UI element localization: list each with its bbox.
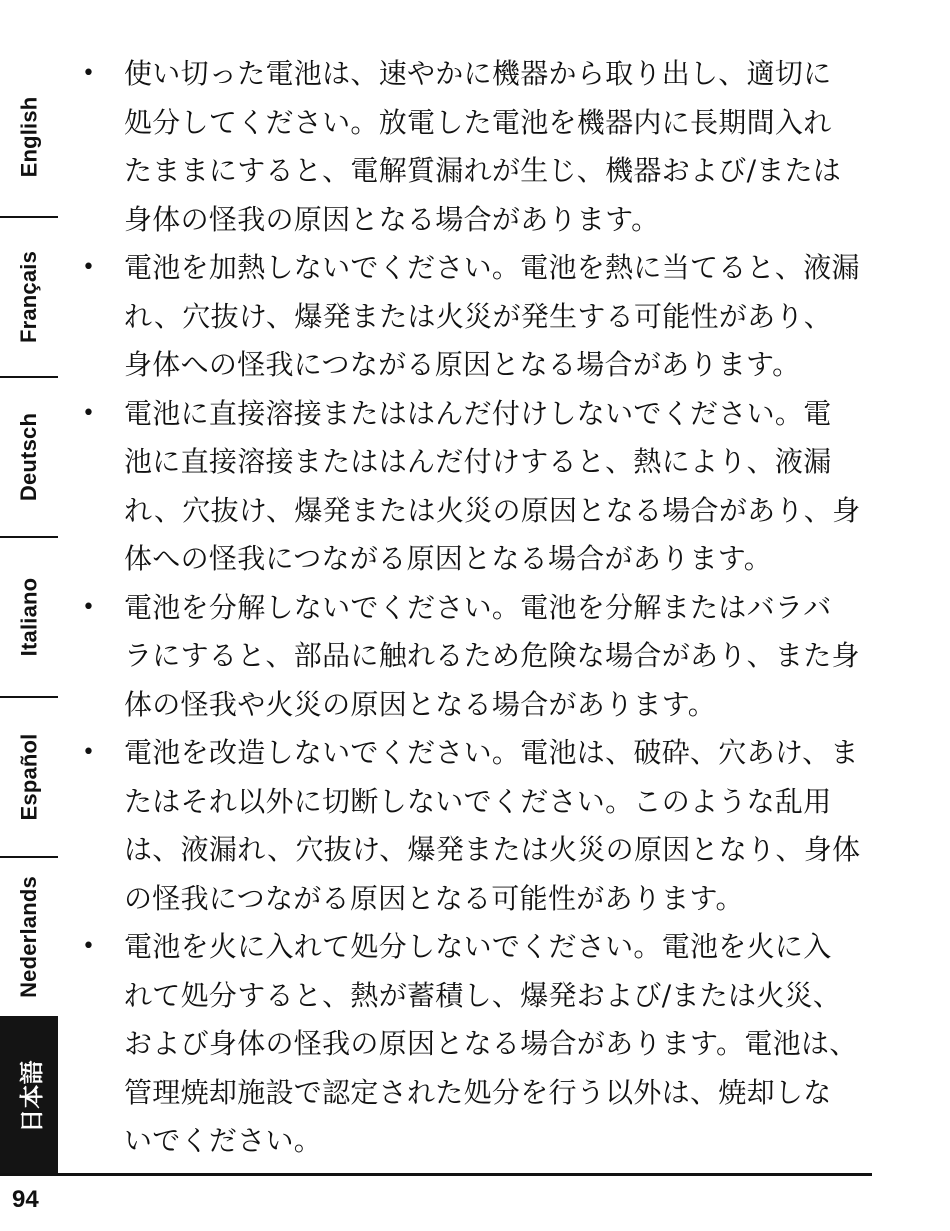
list-item-text: 電池を火に入れて処分しないでください。電池を火に入 れて処分すると、熱が蓄積し、爆発および/または火災、 および身体の怪我の原因となる場合があります。電池は、 管理焼却施設で認定された処分を行う以外は、焼却しな いでください。	[124, 930, 858, 1157]
tab-nederlands[interactable]	[0, 858, 58, 1016]
bullet-icon: •	[82, 255, 96, 280]
bullet-icon: •	[82, 934, 96, 959]
list-item	[80, 923, 870, 1166]
list-item	[80, 50, 870, 244]
tab-italiano-label: Italiano	[16, 577, 41, 657]
tab-francais[interactable]	[0, 218, 58, 376]
page-number: 94	[12, 1186, 39, 1213]
tab-japanese-label: 日本語	[18, 1059, 46, 1133]
list-item-text: 電池を分解しないでください。電池を分解またはバラバ ラにすると、部品に触れるため危険な場合があり、また身 体の怪我や火災の原因となる場合があります。	[124, 590, 860, 721]
list-item-text: 電池を加熱しないでください。電池を熱に当てると、液漏 れ、穴抜け、爆発または火災が発生する可能性があり、 身体への怪我につながる原因となる場合があります。	[124, 251, 860, 381]
tab-deutsch[interactable]	[0, 378, 58, 536]
tab-nederlands-label: Nederlands	[16, 876, 42, 998]
page-content	[80, 50, 870, 1166]
list-item-text: 使い切った電池は、速やかに機器から取り出し、適切に 処分してください。放電した電池を機器内に長期間入れ たままにすると、電解質漏れが生じ、機器および/または 身体の怪我の原因となる場合があります。	[124, 57, 842, 236]
bullet-icon: •	[82, 61, 96, 86]
footer-rule	[0, 1173, 872, 1176]
list-item	[80, 729, 870, 923]
battery-safety-list	[80, 50, 870, 1166]
tab-espanol-label: Español	[16, 733, 42, 821]
tab-italiano[interactable]	[0, 538, 58, 696]
tab-english-label: English	[16, 96, 42, 178]
tab-english[interactable]	[0, 58, 58, 216]
tab-espanol[interactable]	[0, 698, 58, 856]
list-item	[80, 584, 870, 730]
list-item-text: 電池に直接溶接またははんだ付けしないでください。電 池に直接溶接またははんだ付けすると、熱により、液漏 れ、穴抜け、爆発または火災の原因となる場合があり、身 体への怪我につながる原因となる場合があります。	[124, 396, 861, 575]
list-item	[80, 244, 870, 390]
language-tab-strip	[0, 58, 58, 1176]
list-item-text: 電池を改造しないでください。電池は、破砕、穴あけ、ま たはそれ以外に切断しないでください。このような乱用 は、液漏れ、穴抜け、爆発または火災の原因となり、身体 の怪我につながる原因となる可能性があります。	[124, 736, 861, 915]
bullet-icon: •	[82, 740, 96, 765]
list-item	[80, 390, 870, 584]
bullet-icon: •	[82, 594, 96, 620]
tab-francais-label: Français	[16, 250, 41, 344]
tab-deutsch-label: Deutsch	[16, 412, 42, 502]
bullet-icon: •	[82, 400, 96, 426]
tab-japanese[interactable]	[0, 1016, 58, 1176]
